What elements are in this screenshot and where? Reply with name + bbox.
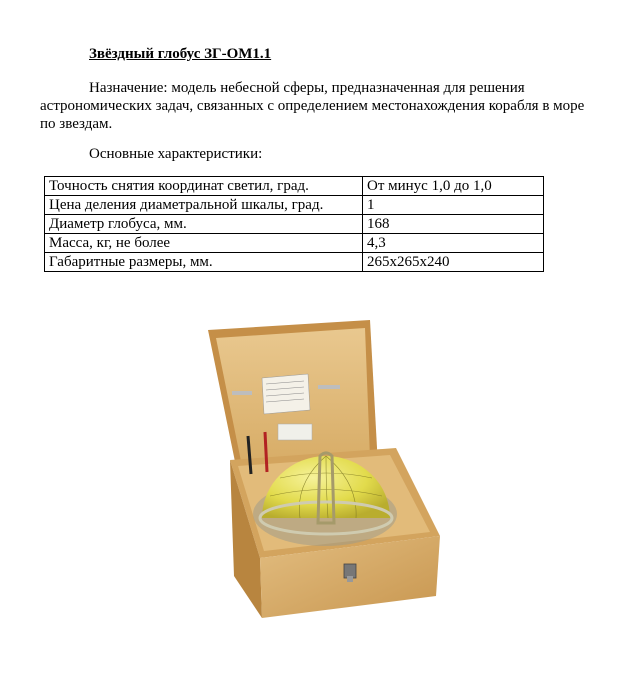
spec-value: От минус 1,0 до 1,0 xyxy=(363,177,544,196)
document-title: Звёздный глобус ЗГ-ОМ1.1 xyxy=(89,46,272,62)
purpose-text: Назначение: модель небесной сферы, предназначенная для решения астрономических задач, связанных с определением местонахождения корабля в море по звездам. xyxy=(40,80,585,132)
specs-heading: Основные характеристики: xyxy=(89,146,263,162)
purpose-paragraph xyxy=(40,79,590,133)
specs-table xyxy=(44,176,544,272)
lid-clip xyxy=(318,385,340,389)
case-latch xyxy=(344,564,356,578)
lid-clip xyxy=(232,391,252,395)
spec-name: Габаритные размеры, мм. xyxy=(45,253,363,272)
spec-value: 265x265x240 xyxy=(363,253,544,272)
lid-instruction-label xyxy=(262,374,310,414)
spec-name: Цена деления диаметральной шкалы, град. xyxy=(45,196,363,215)
spec-name: Диаметр глобуса, мм. xyxy=(45,215,363,234)
table-row xyxy=(45,234,544,253)
spec-name: Масса, кг, не более xyxy=(45,234,363,253)
table-row xyxy=(45,196,544,215)
spec-value: 1 xyxy=(363,196,544,215)
case-latch-hook xyxy=(347,576,353,582)
star-globe-photo xyxy=(200,318,450,628)
table-row xyxy=(45,215,544,234)
table-row xyxy=(45,177,544,196)
lid-holder xyxy=(278,424,312,440)
table-row xyxy=(45,253,544,272)
spec-name: Точность снятия координат светил, град. xyxy=(45,177,363,196)
spec-value: 4,3 xyxy=(363,234,544,253)
red-pencil xyxy=(265,432,267,472)
spec-value: 168 xyxy=(363,215,544,234)
